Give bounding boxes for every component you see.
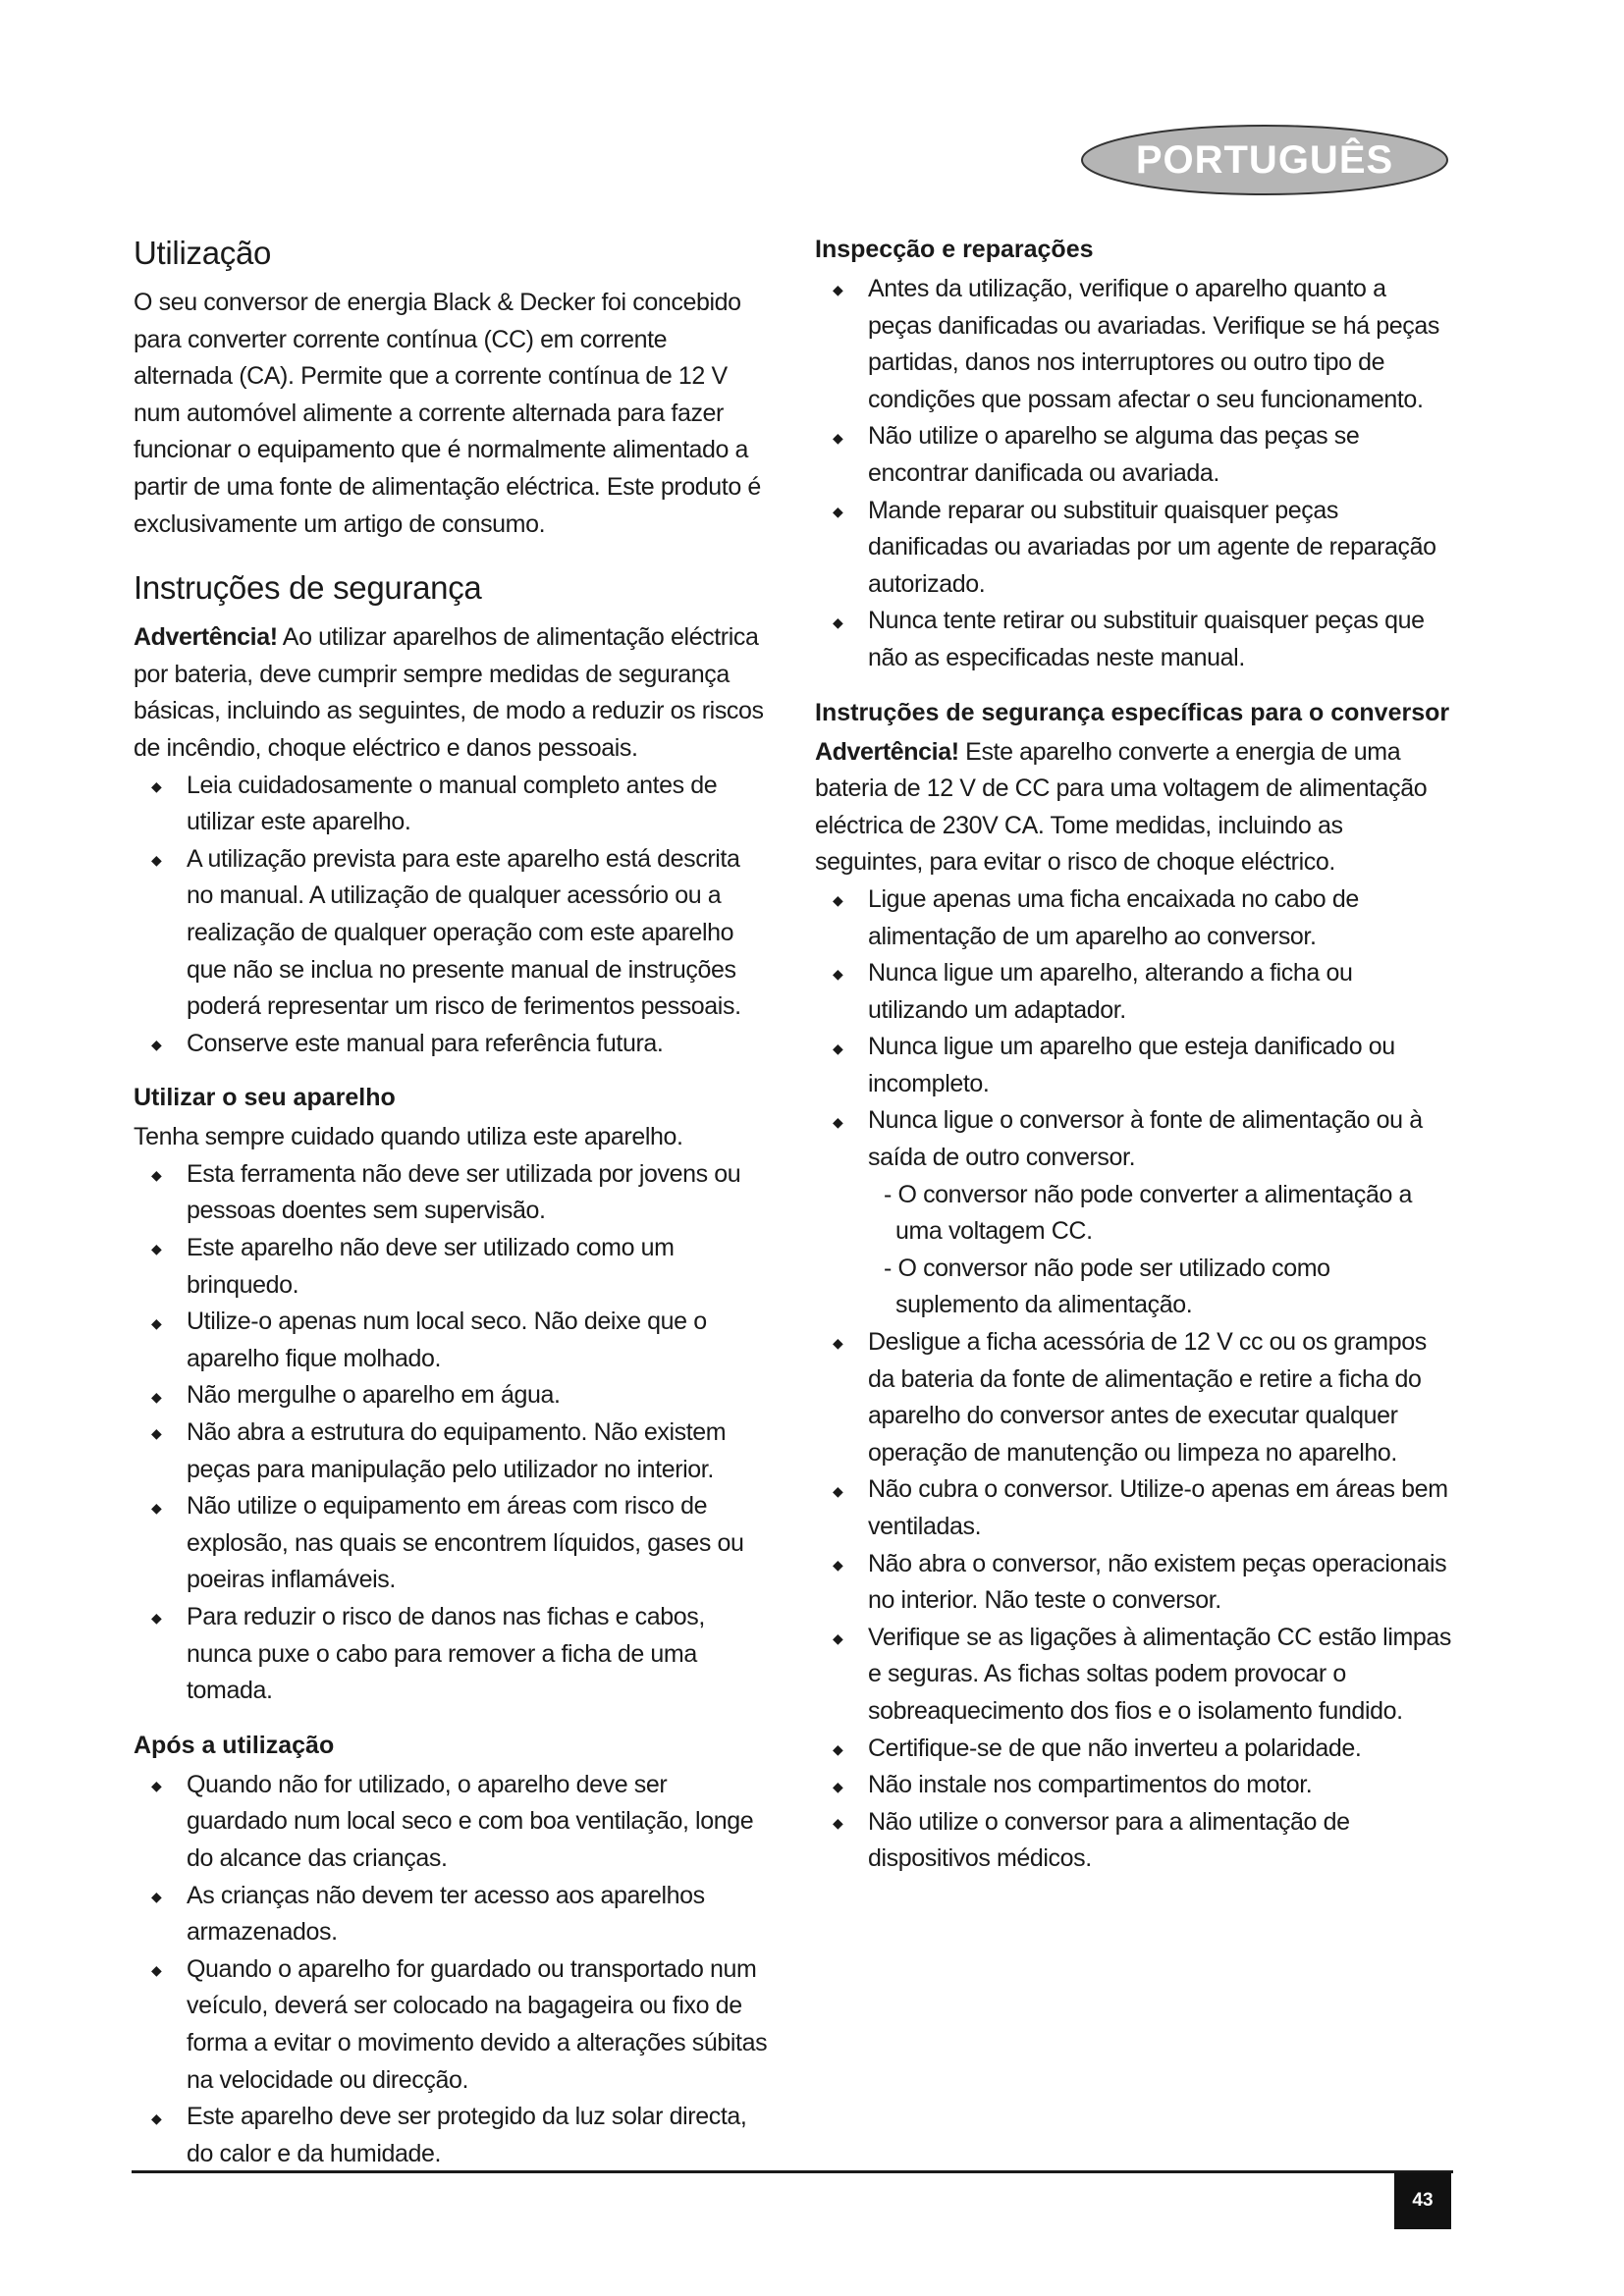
list-item: ◆ Leia cuidadosamente o manual completo antes de utilizar este aparelho.	[134, 768, 770, 841]
warning-label: Advertência!	[815, 737, 959, 766]
seguranca-heading: Instruções de segurança	[134, 569, 482, 607]
warning-text: Ao utilizar aparelhos de alimentação eléctrica por bateria, deve cumprir sempre medidas de segurança básicas, incluindo as seguintes, de modo a reduzir os riscos de incêndio, choque eléctrico e danos pessoais.	[134, 623, 764, 762]
list-item: ◆ Não instale nos compartimentos do motor.	[815, 1767, 1453, 1804]
list-item: ◆ Quando não for utilizado, o aparelho deve ser guardado num local seco e com boa ventilação, longe do alcance das crianças.	[134, 1767, 770, 1878]
seguranca-warning	[134, 619, 770, 767]
utilizacao-heading: Utilização	[134, 235, 272, 271]
list-item: ◆ Mande reparar ou substituir quaisquer peças danificadas ou avariadas por um agente de reparação autorizado.	[815, 493, 1453, 604]
conversor-list	[815, 881, 1453, 1177]
list-item: ◆ Não utilize o conversor para a alimentação de dispositivos médicos.	[815, 1804, 1453, 1878]
utilizar-intro: Tenha sempre cuidado quando utiliza este aparelho.	[134, 1123, 683, 1151]
footer-rule	[132, 2170, 1453, 2173]
list-item: ◆ Desligue a ficha acessória de 12 V cc ou os grampos da bateria da fonte de alimentação e retire a ficha do aparelho do conversor antes de executar qualquer operação de manutenção ou limpeza no aparelho.	[815, 1324, 1453, 1471]
list-item: ◆ Conserve este manual para referência futura.	[134, 1026, 770, 1063]
list-item: ◆ Não cubra o conversor. Utilize-o apenas em áreas bem ventiladas.	[815, 1471, 1453, 1545]
sub-item: - O conversor não pode ser utilizado como suplemento da alimentação.	[884, 1254, 1330, 1319]
seguranca-list	[134, 768, 770, 1063]
page-number: 43	[1394, 2172, 1451, 2229]
list-item: ◆ Este aparelho deve ser protegido da luz solar directa, do calor e da humidade.	[134, 2099, 770, 2172]
list-item: ◆ Nunca tente retirar ou substituir quaisquer peças que não as especificadas neste manual.	[815, 603, 1453, 676]
list-item: ◆ A utilização prevista para este aparelho está descrita no manual. A utilização de qualquer acessório ou a realização de qualquer operação com este aparelho que não se inclua no presente manual de instruções poderá representar um risco de ferimentos pessoais.	[134, 841, 770, 1026]
apos-list	[134, 1767, 770, 2173]
warning-label: Advertência!	[134, 623, 278, 652]
list-item: ◆ Não abra o conversor, não existem peças operacionais no interior. Não teste o conversor.	[815, 1546, 1453, 1620]
warning-text: Este aparelho converte a energia de uma bateria de 12 V de CC para uma voltagem de alimentação eléctrica de 230V CA. Tome medidas, incluindo as seguintes, para evitar o risco de choque eléctrico.	[815, 737, 1428, 877]
list-item: ◆ Ligue apenas uma ficha encaixada no cabo de alimentação de um aparelho ao conversor.	[815, 881, 1453, 955]
utilizacao-paragraph: O seu conversor de energia Black & Decker foi concebido para converter corrente contínua (CC) em corrente alternada (CA). Permite que a corrente contínua de 12 V num automóvel alimente a corrente alternada para fazer funcionar o equipamento que é normalmente alimentado a partir de uma fonte de alimentação eléctrica. Este produto é exclusivamente um artigo de consumo.	[134, 289, 761, 538]
conversor-warning	[815, 734, 1453, 881]
list-item: ◆ Não utilize o aparelho se alguma das peças se encontrar danificada ou avariada.	[815, 418, 1453, 492]
language-label: PORTUGUÊS	[1135, 137, 1394, 182]
apos-heading: Após a utilização	[134, 1731, 335, 1759]
list-item: ◆ Antes da utilização, verifique o aparelho quanto a peças danificadas ou avariadas. Verifique se há peças partidas, danos nos interruptores ou outro tipo de condições que possam afectar o seu funcionamento.	[815, 271, 1453, 418]
list-item: ◆ Certifique-se de que não inverteu a polaridade.	[815, 1731, 1453, 1768]
list-item: ◆ Esta ferramenta não deve ser utilizada por jovens ou pessoas doentes sem supervisão.	[134, 1156, 770, 1230]
utilizar-heading: Utilizar o seu aparelho	[134, 1084, 396, 1112]
list-item: ◆ Para reduzir o risco de danos nas fichas e cabos, nunca puxe o cabo para remover a ficha de uma tomada.	[134, 1599, 770, 1710]
language-badge	[1078, 122, 1451, 198]
inspeccao-list	[815, 271, 1453, 677]
list-item: ◆ Nunca ligue um aparelho, alterando a ficha ou utilizando um adaptador.	[815, 955, 1453, 1029]
right-column	[815, 234, 1453, 1878]
list-item: ◆ Nunca ligue o conversor à fonte de alimentação ou à saída de outro conversor.	[815, 1102, 1453, 1176]
list-item: ◆ Quando o aparelho for guardado ou transportado num veículo, deverá ser colocado na bagageira ou fixo de forma a evitar o movimento devido a alterações súbitas na velocidade ou direcção.	[134, 1951, 770, 2099]
list-item: ◆ Não abra a estrutura do equipamento. Não existem peças para manipulação pelo utilizador no interior.	[134, 1415, 770, 1488]
list-item: ◆ Este aparelho não deve ser utilizado como um brinquedo.	[134, 1230, 770, 1304]
list-item: ◆ As crianças não devem ter acesso aos aparelhos armazenados.	[134, 1878, 770, 1951]
sub-item: - O conversor não pode converter a alimentação a uma voltagem CC.	[884, 1180, 1413, 1246]
conversor-list-continued	[815, 1324, 1453, 1878]
utilizar-list	[134, 1156, 770, 1710]
list-item: ◆ Nunca ligue um aparelho que esteja danificado ou incompleto.	[815, 1029, 1453, 1102]
list-item: ◆ Não mergulhe o aparelho em água.	[134, 1377, 770, 1415]
left-column	[134, 234, 770, 2172]
list-item: ◆ Não utilize o equipamento em áreas com risco de explosão, nas quais se encontrem líquidos, gases ou poeiras inflamáveis.	[134, 1488, 770, 1599]
list-item: ◆ Verifique se as ligações à alimentação CC estão limpas e seguras. As fichas soltas podem provocar o sobreaquecimento dos fios e o isolamento fundido.	[815, 1620, 1453, 1731]
list-item: ◆ Utilize-o apenas num local seco. Não deixe que o aparelho fique molhado.	[134, 1304, 770, 1377]
conversor-heading: Instruções de segurança específicas para o conversor	[815, 698, 1450, 726]
inspeccao-heading: Inspecção e reparações	[815, 236, 1094, 263]
